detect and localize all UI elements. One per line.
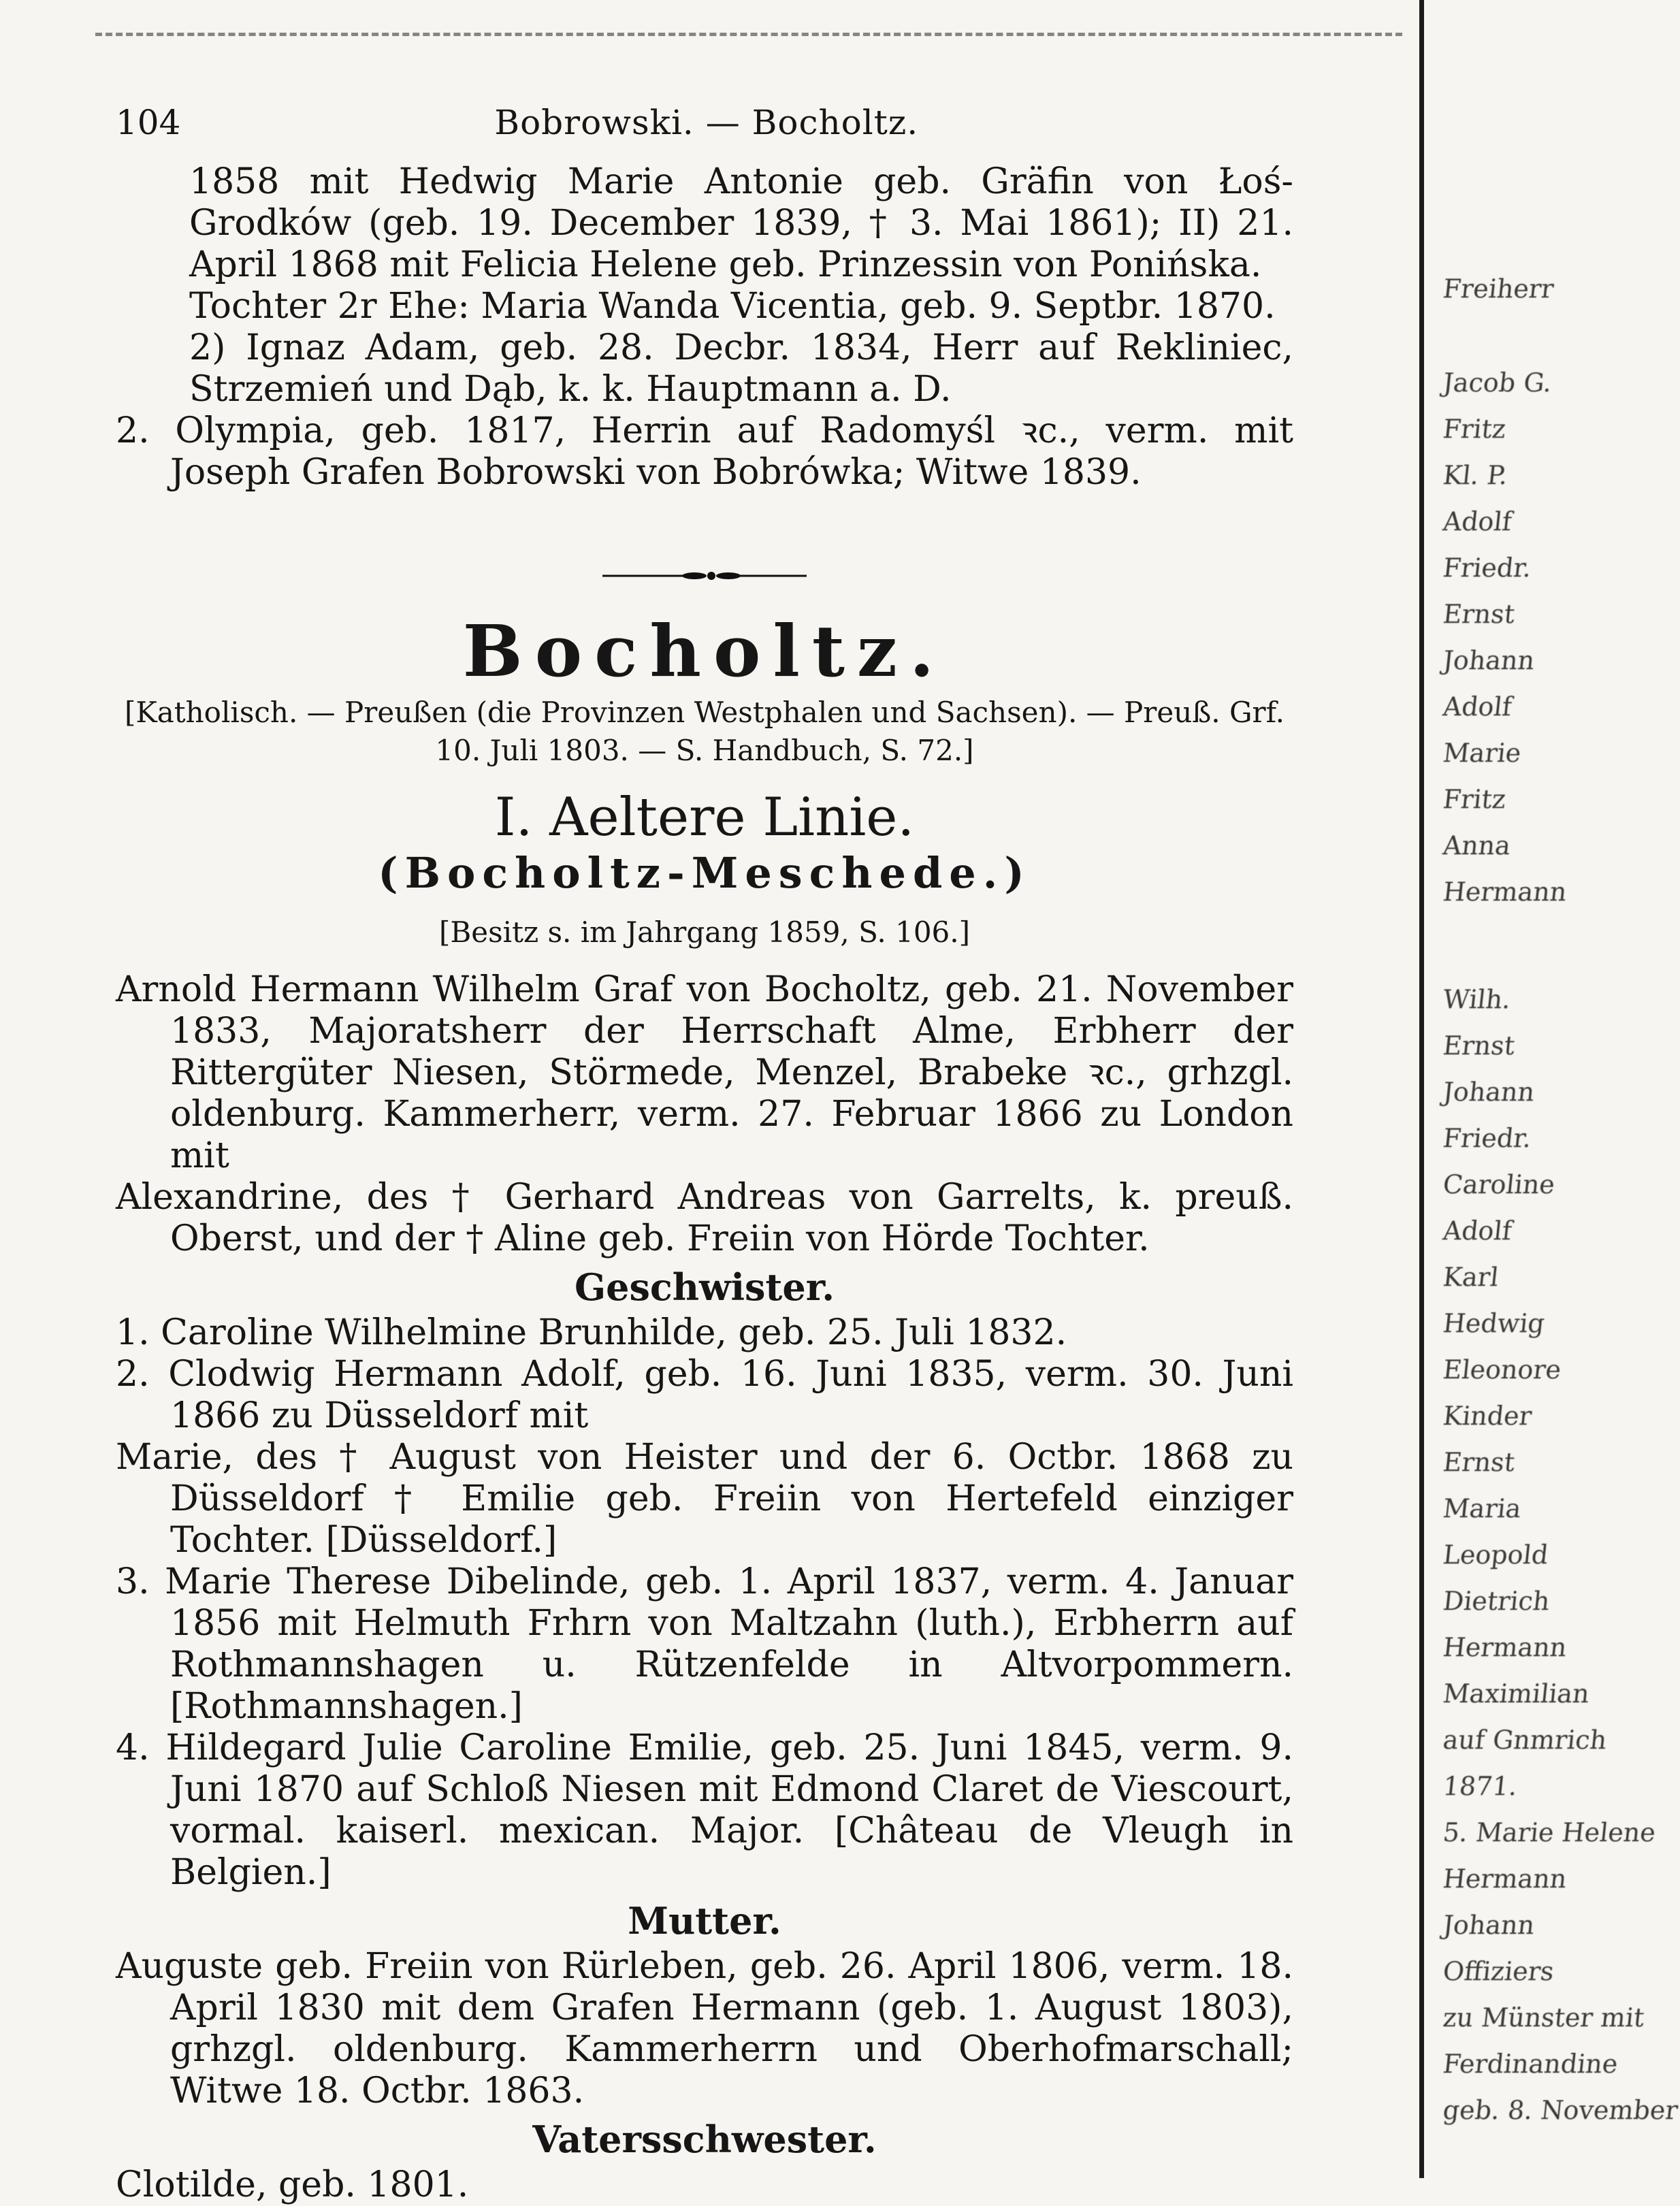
- family-info-line-2: 10. Juli 1803. — S. Handbuch, S. 72.]: [435, 734, 974, 767]
- family-title: Bocholtz.: [462, 609, 947, 693]
- facing-page-line: Hermann: [1441, 1864, 1568, 1894]
- facing-page-line: Offiziers: [1441, 1956, 1555, 1986]
- line-subtitle: (Bocholtz-Meschede.): [378, 848, 1031, 898]
- facing-page-line: auf Gnmrich: [1441, 1725, 1609, 1755]
- facing-page-line: Fritz: [1441, 784, 1508, 814]
- siblings-heading: Geschwister.: [574, 1265, 835, 1309]
- facing-page-line: Johann: [1441, 1077, 1536, 1107]
- facing-page-line: 1871.: [1441, 1771, 1519, 1801]
- facing-page-line: Adolf: [1441, 506, 1514, 536]
- sibling-item: 3. Marie Therese Dibelinde, geb. 1. April 1837, verm. 4. Januar 1856 mit Helmuth Frhrn von Maltzahn (luth.), Erbherrn auf Rothmannshagen u. Rützenfelde in Altvorpommern. [Rothmannshagen.]: [116, 1561, 1293, 1727]
- entry-ignaz: 2) Ignaz Adam, geb. 28. Decbr. 1834, Herr auf Rekliniec, Strzemień und Dąb, k. k. Hauptmann a. D.: [189, 327, 1293, 410]
- facing-page-line: Maria: [1441, 1493, 1523, 1523]
- facing-page-line: Johann: [1441, 645, 1536, 675]
- facing-page-line: Friedr.: [1441, 1123, 1533, 1153]
- sibling-spouse: Marie, des † August von Heister und der 6. Octbr. 1868 zu Düsseldorf † Emilie geb. Freiin von Hertefeld einziger Tochter. [Düsseldorf.]: [116, 1437, 1293, 1561]
- aunt-heading: Vatersschwester.: [532, 2118, 877, 2161]
- page-number: 104: [116, 103, 181, 142]
- facing-page-line: Caroline: [1441, 1169, 1557, 1199]
- family-info: [116, 694, 1293, 770]
- entry-olympia: 2. Olympia, geb. 1817, Herrin auf Radomyśl ꝛc., verm. mit Joseph Grafen Bobrowski von Bobrówka; Witwe 1839.: [116, 410, 1293, 493]
- facing-page-line: Karl: [1441, 1262, 1500, 1292]
- facing-page-line: 5. Marie Helene: [1441, 1817, 1658, 1847]
- facing-page-line: Maximilian: [1441, 1678, 1592, 1708]
- continued-entry-text: 1858 mit Hedwig Marie Antonie geb. Gräfin von Łoś-Grodków (geb. 19. December 1839, † 3. Mai 1861); II) 21. April 1868 mit Felicia Helene geb. Prinzessin von Ponińska.: [189, 161, 1293, 285]
- facing-page-line: Freiherr: [1441, 274, 1555, 304]
- facing-page-line: Friedr.: [1441, 553, 1533, 583]
- facing-page-line: Marie: [1441, 738, 1523, 768]
- sibling-item: 2. Clodwig Hermann Adolf, geb. 16. Juni 1835, verm. 30. Juni 1866 zu Düsseldorf mit: [116, 1354, 1293, 1436]
- sibling-item: 4. Hildegard Julie Caroline Emilie, geb. 25. Juni 1845, verm. 9. Juni 1870 auf Schloß Niesen mit Edmond Claret de Viescourt, vormal. kaiserl. mexican. Major. [Château de Vleugh in Belgien.]: [116, 1728, 1293, 1893]
- book-page: [116, 102, 1293, 2206]
- facing-page-line: geb. 8. November: [1441, 2095, 1680, 2125]
- facing-page-line: Kl. P.: [1441, 460, 1509, 490]
- mother-heading: Mutter.: [628, 1899, 781, 1943]
- ornament-rule-icon: [602, 569, 807, 583]
- facing-page-line: zu Münster mit: [1441, 2002, 1646, 2032]
- family-info-line-1: [Katholisch. — Preußen (die Provinzen Westphalen und Sachsen). — Preuß. Grf.: [124, 696, 1285, 729]
- facing-page-line: Ernst: [1441, 1447, 1517, 1477]
- facing-page-line: Ernst: [1441, 1031, 1517, 1060]
- possession-note: [Besitz s. im Jahrgang 1859, S. 106.]: [439, 915, 970, 949]
- facing-page-line: Ernst: [1441, 599, 1517, 629]
- mother-entry: Auguste geb. Freiin von Rürleben, geb. 26. April 1806, verm. 18. April 1830 mit dem Grafen Hermann (geb. 1. August 1803), grhzgl. oldenburg. Kammerherrn und Oberhofmarschall; Witwe 18. Octbr. 1863.: [116, 1946, 1293, 2111]
- facing-page-line: Kinder: [1441, 1401, 1534, 1431]
- facing-page-line: Jacob G.: [1441, 368, 1553, 398]
- line-title: I. Aeltere Linie.: [494, 787, 915, 848]
- facing-page-line: Ferdinandine: [1441, 2049, 1619, 2079]
- facing-page-line: Adolf: [1441, 1216, 1514, 1246]
- running-title: Bobrowski. — Bocholtz.: [494, 103, 919, 142]
- facing-page-line: Hermann: [1441, 877, 1568, 907]
- sibling-item: 1. Caroline Wilhelmine Brunhilde, geb. 25. Juli 1832.: [116, 1312, 1067, 1353]
- facing-page-line: Johann: [1441, 1910, 1536, 1940]
- facing-page-line: Hedwig: [1441, 1308, 1547, 1338]
- running-header: [116, 102, 1293, 144]
- top-scan-noise: [95, 33, 1402, 40]
- facing-page-line: Eleonore: [1441, 1355, 1563, 1384]
- section-ornament: [116, 551, 1293, 592]
- facing-page-fragment: [1432, 0, 1680, 2178]
- facing-page-line: Anna: [1441, 830, 1513, 860]
- aunt-entry: Clotilde, geb. 1801.: [116, 2164, 469, 2205]
- facing-page-line: Dietrich: [1441, 1586, 1551, 1616]
- spouse-entry: Alexandrine, des † Gerhard Andreas von Garrelts, k. preuß. Oberst, und der † Aline geb. Freiin von Hörde Tochter.: [116, 1177, 1293, 1259]
- facing-page-line: Leopold: [1441, 1540, 1550, 1570]
- facing-page-line: Adolf: [1441, 692, 1514, 721]
- page-gutter-line: [1419, 0, 1424, 2178]
- daughter-line: Tochter 2r Ehe: Maria Wanda Vicentia, geb. 9. Septbr. 1870.: [189, 286, 1276, 327]
- head-of-family: Arnold Hermann Wilhelm Graf von Bocholtz, geb. 21. November 1833, Majoratsherr der Herrschaft Alme, Erbherr der Rittergüter Niesen, Störmede, Menzel, Brabeke ꝛc., grhzgl. oldenburg. Kammerherr, verm. 27. Februar 1866 zu London mit: [116, 969, 1293, 1176]
- facing-page-line: Hermann: [1441, 1632, 1568, 1662]
- facing-page-line: Fritz: [1441, 414, 1508, 444]
- facing-page-line: Wilh.: [1441, 984, 1513, 1014]
